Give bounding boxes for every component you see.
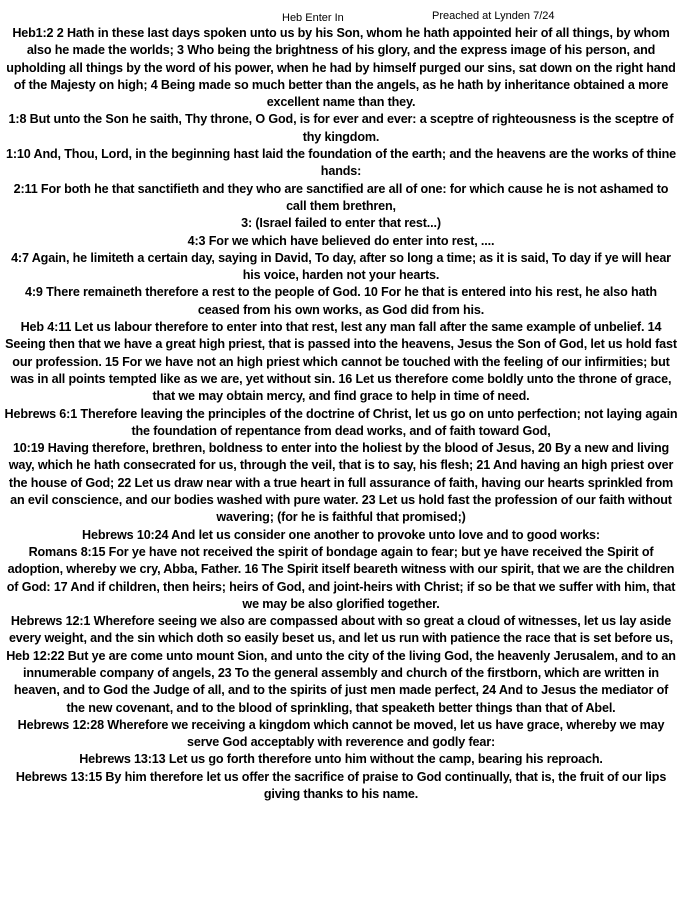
passage-heb-10-19: 10:19 Having therefore, brethren, boldness to enter into the holiest by the blood of Jesus, 20 By a new and living way, which he hath consecrated for us, through the veil, that is to say, his flesh; 21 And having an high priest over the house of God; 22 Let us draw near with a true heart in full assurance of faith, having our hearts sprinkled from an evil conscience, and our bodies washed with pure water. 23 Let us hold fast the profession of our faith without wavering; (for he is faithful that promised;) (8, 441, 674, 525)
passage-heb-10-24: Hebrews 10:24 And let us consider one another to provoke unto love and to good works: (82, 527, 600, 542)
passage-heb-12-1: Hebrews 12:1 Wherefore seeing we also are compassed about with so great a cloud of witnesses, let us lay aside every weight, and the sin which doth so easily beset us, and let us run with patience the race that is set before us, (8, 614, 674, 646)
passage-heb-1-2: Heb1:2 2 Hath in these last days spoken unto us by his Son, whom he hath appointed heir of all things, by whom also he made the worlds; 3 Who being the brightness of his glory, and the express image of his person, and upholding all things by the word of his power, when he had by himself purged our sins, sat down on the right hand of the Majesty on high; 4 Being made so much better than the angels, as he hath by inheritance obtained a more excellent name than they. (6, 26, 676, 110)
passage-heb-12-28: Hebrews 12:28 Wherefore we receiving a kingdom which cannot be moved, let us have grace, whereby we may serve God acceptably with reverence and godly fear: (17, 717, 665, 750)
passage-heb-4-9: 4:9 There remaineth therefore a rest to the people of God. 10 For he that is entered into his rest, he also hath ceased from his own works, as God did from his. (25, 285, 657, 317)
preached-note: Preached at Lynden 7/24 (432, 10, 555, 22)
document-title: Heb Enter In (282, 12, 344, 24)
passage-heb-13-15: Hebrews 13:15 By him therefore let us offer the sacrifice of praise to God continually, that is, the fruit of our lips giving thanks to his name. (15, 769, 667, 802)
passage-heb-4-3: 4:3 For we which have believed do enter into rest, .... (187, 233, 495, 248)
passage-heb-12-22: Heb 12:22 But ye are come unto mount Sion, and unto the city of the living God, the heavenly Jerusalem, and to an innumerable company of angels, 23 To the general assembly and church of the firstborn, which are written in heaven, and to God the Judge of all, and to the spirits of just men made perfect, 24 And to Jesus the mediator of the new covenant, and to the blood of sprinkling, that speaketh better things than that of Abel. (6, 648, 676, 715)
passage-heb-4-11: Heb 4:11 Let us labour therefore to enter into that rest, lest any man fall after the same example of unbelief. 14 Seeing then that we have a great high priest, that is passed into the heavens, Jesus the Son of God, let us hold fast our profession. 15 For we have not an high priest which cannot be touched with the feeling of our infirmities; but was in all points tempted like as we are, yet without sin. 16 Let us therefore come boldly unto the throne of grace, that we may obtain mercy, and find grace to help in time of need. (5, 320, 677, 404)
passage-heb-3: 3: (Israel failed to enter that rest...) (241, 216, 441, 231)
passage-heb-1-8: 1:8 But unto the Son he saith, Thy throne, O God, is for ever and ever: a sceptre of righteousness is the sceptre of thy kingdom. (8, 112, 674, 144)
passage-heb-1-10: 1:10 And, Thou, Lord, in the beginning hast laid the foundation of the earth; and the heavens are the works of thine hands: (6, 147, 676, 179)
page-header (0, 9, 682, 23)
passage-heb-4-7: 4:7 Again, he limiteth a certain day, saying in David, To day, after so long a time; as it is said, To day if ye will hear his voice, harden not your hearts. (11, 250, 671, 283)
passage-rom-8-15: Romans 8:15 For ye have not received the spirit of bondage again to fear; but ye have received the Spirit of adoption, whereby we cry, Abba, Father. 16 The Spirit itself beareth witness with our spirit, that we are the children of God: 17 And if children, then heirs; heirs of God, and joint-heirs with Christ; if so be that we suffer with him, that we may be also glorified together. (6, 544, 676, 611)
passage-heb-13-13: Hebrews 13:13 Let us go forth therefore unto him without the camp, bearing his reproach. (79, 752, 603, 767)
passage-heb-6-1: Hebrews 6:1 Therefore leaving the principles of the doctrine of Christ, let us go on unto perfection; not laying again the foundation of repentance from dead works, and of faith toward God, (4, 406, 678, 438)
scripture-body (3, 25, 679, 803)
passage-heb-2-11: 2:11 For both he that sanctifieth and they who are sanctified are all of one: for which cause he is not ashamed to call them brethren, (13, 181, 669, 213)
